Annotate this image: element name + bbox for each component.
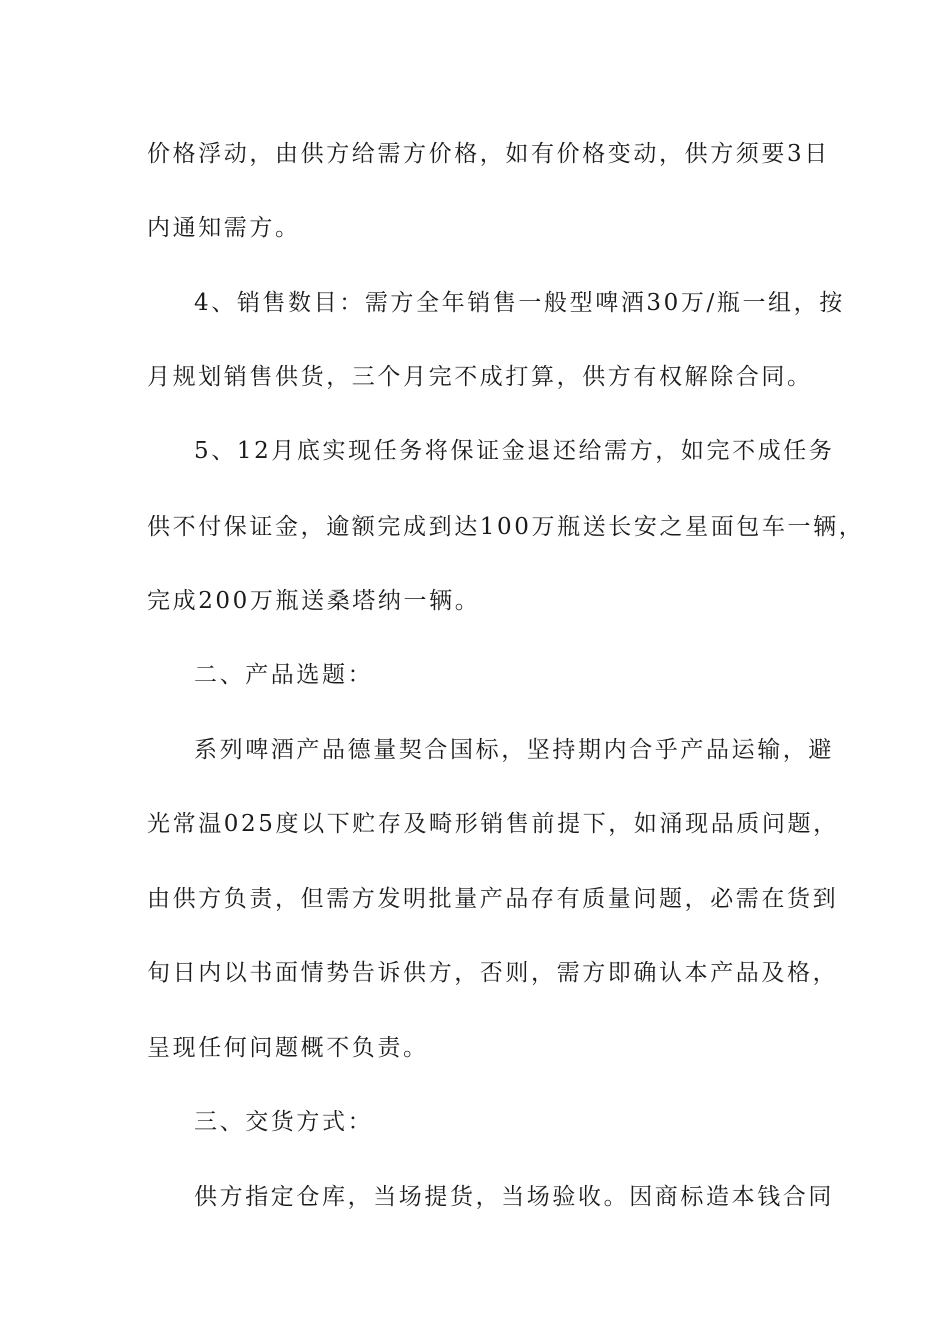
paragraph-line: 4、销售数目：需方全年销售一般型啤酒30万/瓶一组，按 (194, 290, 845, 316)
text-line: 旬日内以书面情势告诉供方，否则，需方即确认本产品及格， (147, 960, 839, 986)
text-line: 价格浮动，由供方给需方价格，如有价格变动，供方须要3日 (147, 141, 830, 167)
text-line: 完成200万瓶送桑塔纳一辆。 (147, 588, 481, 614)
section-heading: 二、产品选题： (194, 662, 374, 688)
text-line: 光常温025度以下贮存及畸形销售前提下，如涌现品质问题， (147, 811, 839, 837)
paragraph-line: 系列啤酒产品德量契合国标，坚持期内合乎产品运输，避 (194, 737, 834, 763)
paragraph-line: 供方指定仓库，当场提货，当场验收。因商标造本钱合同 (194, 1184, 834, 1210)
section-heading: 三、交货方式： (194, 1109, 374, 1135)
text-line: 月规划销售供货，三个月完不成打算，供方有权解除合同。 (147, 364, 813, 390)
text-line: 供不付保证金，逾额完成到达100万瓶送长安之星面包车一辆， (147, 514, 865, 540)
text-line: 内通知需方。 (147, 215, 301, 241)
text-line: 呈现任何问题概不负责。 (147, 1035, 429, 1061)
text-line: 由供方负责，但需方发明批量产品存有质量问题，必需在货到 (147, 886, 839, 912)
paragraph-line: 5、12月底实现任务将保证金退还给需方，如完不成任务 (194, 438, 835, 464)
